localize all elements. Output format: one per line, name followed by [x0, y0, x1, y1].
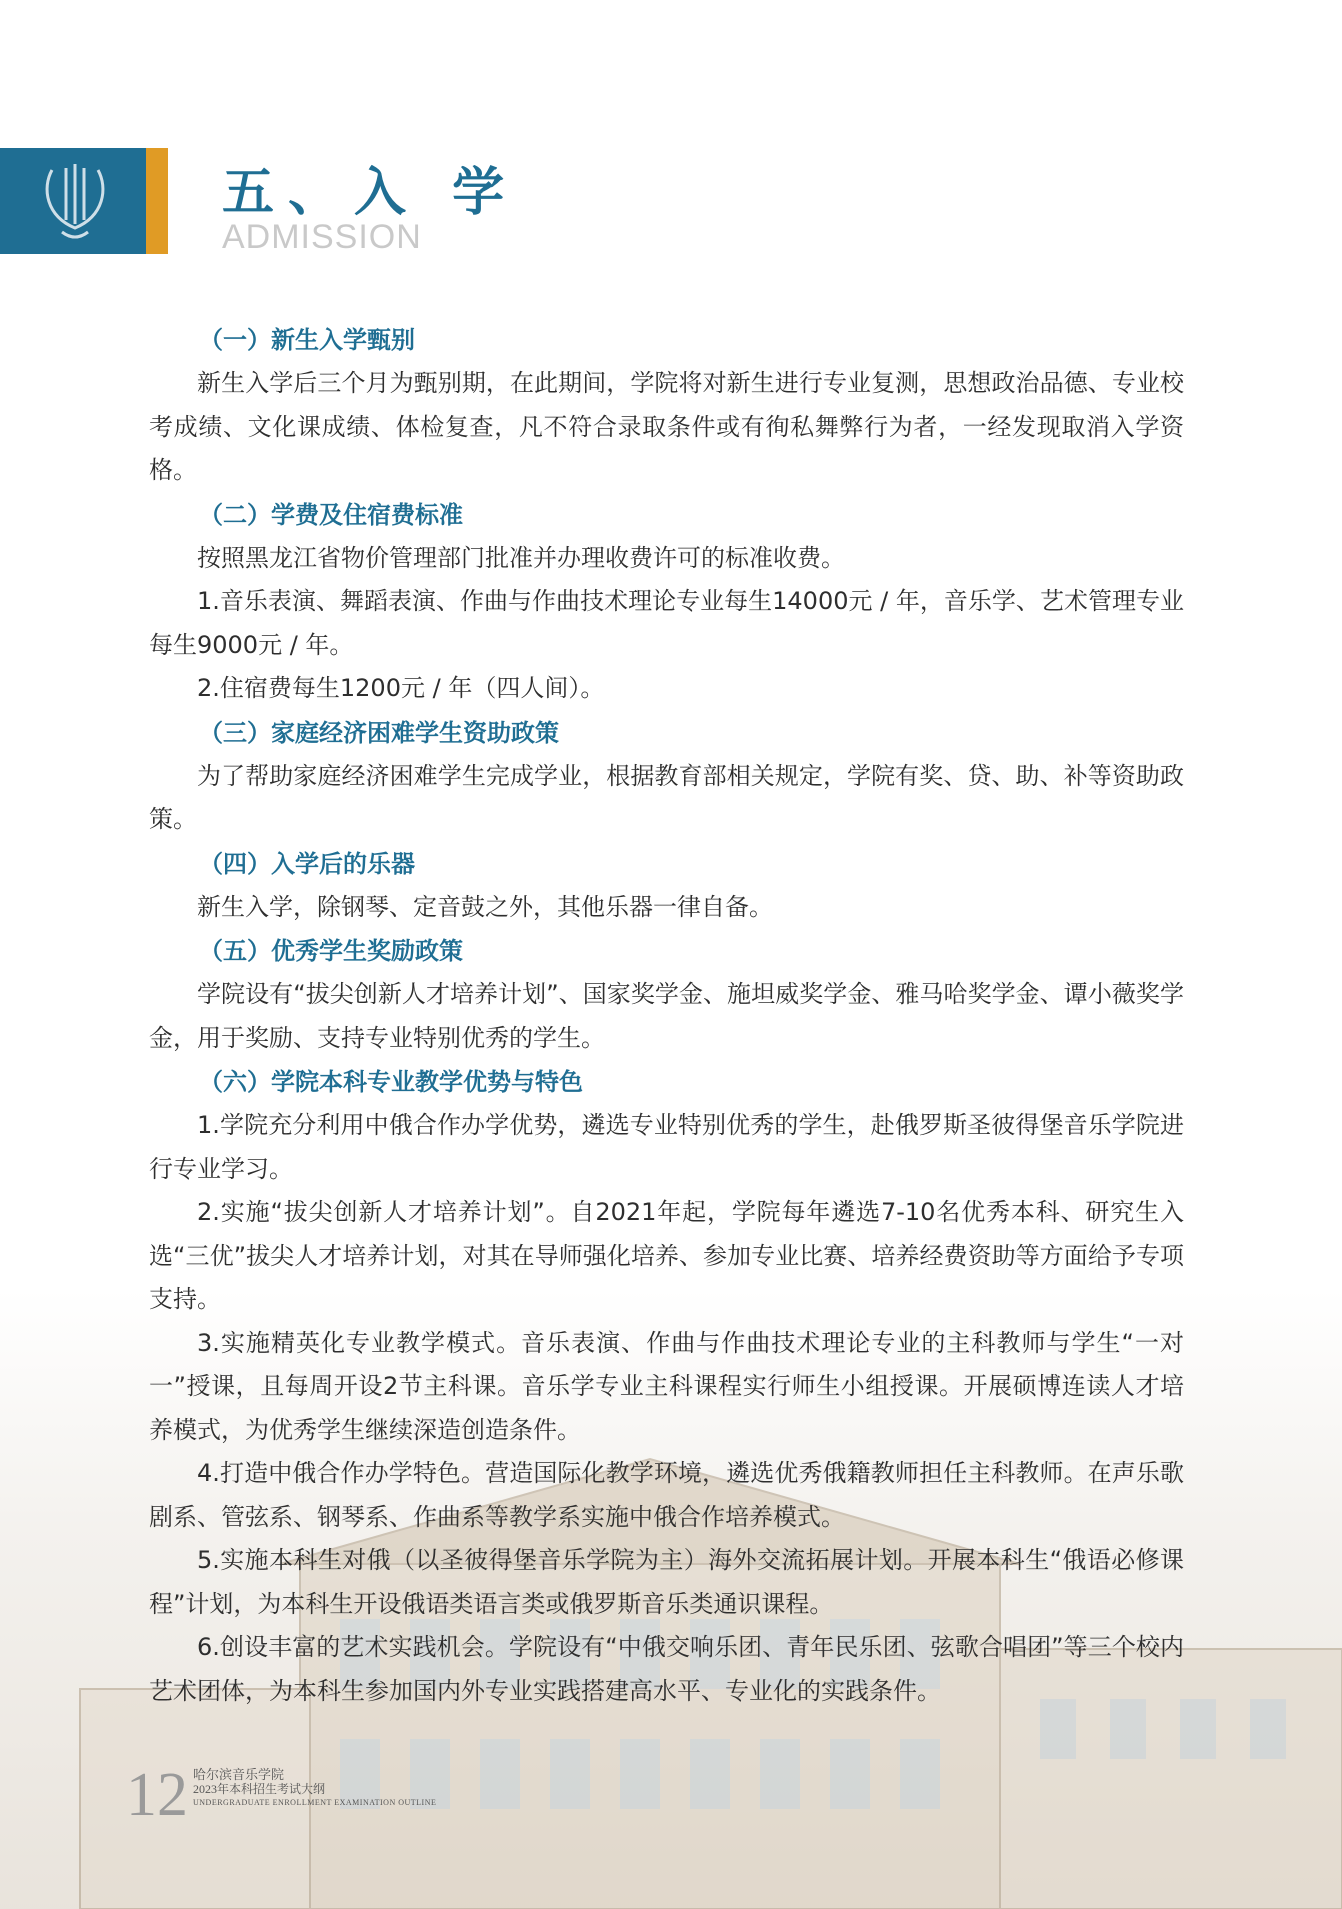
section-heading: （三）家庭经济困难学生资助政策 [199, 718, 559, 747]
paragraph: 2.住宿费每生1200元 / 年（四人间）。 [197, 674, 605, 702]
document-title-en: UNDERGRADUATE ENROLLMENT EXAMINATION OUTLINE [193, 1798, 437, 1807]
paragraph: 2.实施“拔尖创新人才培养计划”。自2021年起，学院每年遴选7-10名优秀本科、研究生入选“三优”拔尖人才培养计划，对其在导师强化培养、参加专业比赛、培养经费资助等方面给予专项支持。 [149, 1198, 1184, 1313]
lyre-icon [42, 158, 108, 244]
paragraph: 3.实施精英化专业教学模式。音乐表演、作曲与作曲技术理论专业的主科教师与学生“一对一”授课，且每周开设2节主科课。音乐学专业主科课程实行师生小组授课。开展硕博连读人才培养模式，为优秀学生继续深造创造条件。 [149, 1328, 1184, 1444]
paragraph: 为了帮助家庭经济困难学生完成学业，根据教育部相关规定，学院有奖、贷、助、补等资助政策。 [149, 761, 1184, 833]
page-title: 五、入 学 [222, 163, 519, 223]
header-accent-bar [146, 148, 168, 254]
paragraph: 1.学院充分利用中俄合作办学优势，遴选专业特别优秀的学生，赴俄罗斯圣彼得堡音乐学院进行专业学习。 [149, 1111, 1184, 1183]
school-name: 哈尔滨音乐学院 [193, 1767, 285, 1782]
footer-caption [193, 1768, 436, 1810]
paragraph: 1.音乐表演、舞蹈表演、作曲与作曲技术理论专业每生14000元 / 年，音乐学、艺术管理专业每生9000元 / 年。 [149, 587, 1184, 659]
paragraph: 6.创设丰富的艺术实践机会。学院设有“中俄交响乐团、青年民乐团、弦歌合唱团”等三个校内艺术团体，为本科生参加国内外专业实践搭建高水平、专业化的实践条件。 [149, 1633, 1184, 1705]
paragraph: 新生入学后三个月为甄别期，在此期间，学院将对新生进行专业复测，思想政治品德、专业校考成绩、文化课成绩、体检复查，凡不符合录取条件或有徇私舞弊行为者，一经发现取消入学资格。 [149, 369, 1184, 484]
paragraph: 按照黑龙江省物价管理部门批准并办理收费许可的标准收费。 [197, 543, 845, 572]
section-heading: （一）新生入学甄别 [199, 326, 415, 354]
paragraph: 4.打造中俄合作办学特色。营造国际化教学环境，遴选优秀俄籍教师担任主科教师。在声乐歌剧系、管弦系、钢琴系、作曲系等教学系实施中俄合作培养模式。 [149, 1459, 1184, 1531]
paragraph: 5.实施本科生对俄（以圣彼得堡音乐学院为主）海外交流拓展计划。开展本科生“俄语必修课程”计划，为本科生开设俄语类语言类或俄罗斯音乐类通识课程。 [149, 1546, 1184, 1618]
document-title: 2023年本科招生考试大纲 [193, 1782, 326, 1796]
section-heading: （五）优秀学生奖励政策 [199, 937, 463, 965]
section-heading: （二）学费及住宿费标准 [199, 500, 463, 529]
section-heading: （六）学院本科专业教学优势与特色 [199, 1068, 583, 1096]
section-heading: （四）入学后的乐器 [199, 849, 415, 878]
paragraph: 新生入学，除钢琴、定音鼓之外，其他乐器一律自备。 [197, 892, 773, 921]
paragraph: 学院设有“拔尖创新人才培养计划”、国家奖学金、施坦威奖学金、雅马哈奖学金、谭小薇奖学金，用于奖励、支持专业特别优秀的学生。 [149, 980, 1184, 1052]
page-number: 12 [126, 1761, 188, 1829]
admission-content [149, 318, 1184, 1713]
page-subtitle: ADMISSION [222, 218, 422, 256]
header-band [0, 148, 146, 254]
